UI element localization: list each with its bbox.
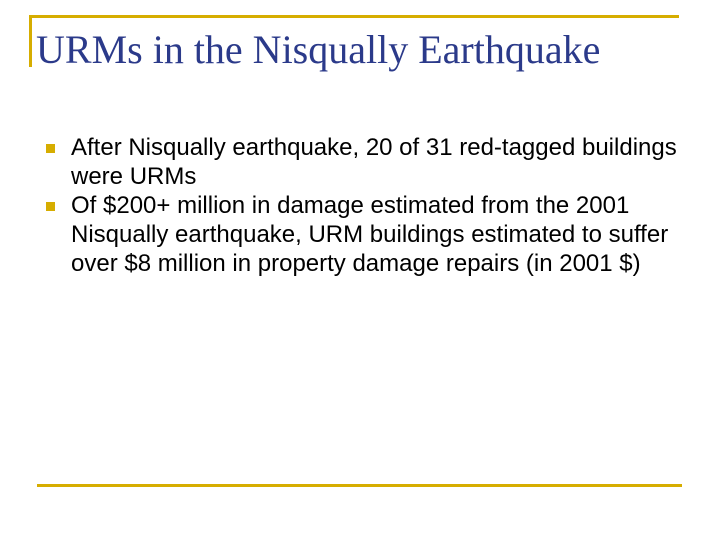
bullet-item-damage: [36, 191, 686, 278]
footer-rule: [37, 484, 682, 487]
square-bullet-icon: [46, 202, 55, 211]
title-frame-left-rule: [29, 15, 32, 67]
slide-title: URMs in the Nisqually Earthquake: [36, 27, 601, 72]
bullet-item-red-tagged: [36, 133, 686, 191]
title-frame-top-rule: [29, 15, 679, 18]
bullet-list: [36, 133, 686, 278]
square-bullet-icon: [46, 144, 55, 153]
bullet-text-damage: Of $200+ million in damage estimated from the 2001 Nisqually earthquake, URM buildings estimated to suffer over $8 million in property damage repairs (in 2001 $): [71, 192, 669, 277]
bullet-text-red-tagged: After Nisqually earthquake, 20 of 31 red-tagged buildings were URMs: [71, 134, 677, 190]
